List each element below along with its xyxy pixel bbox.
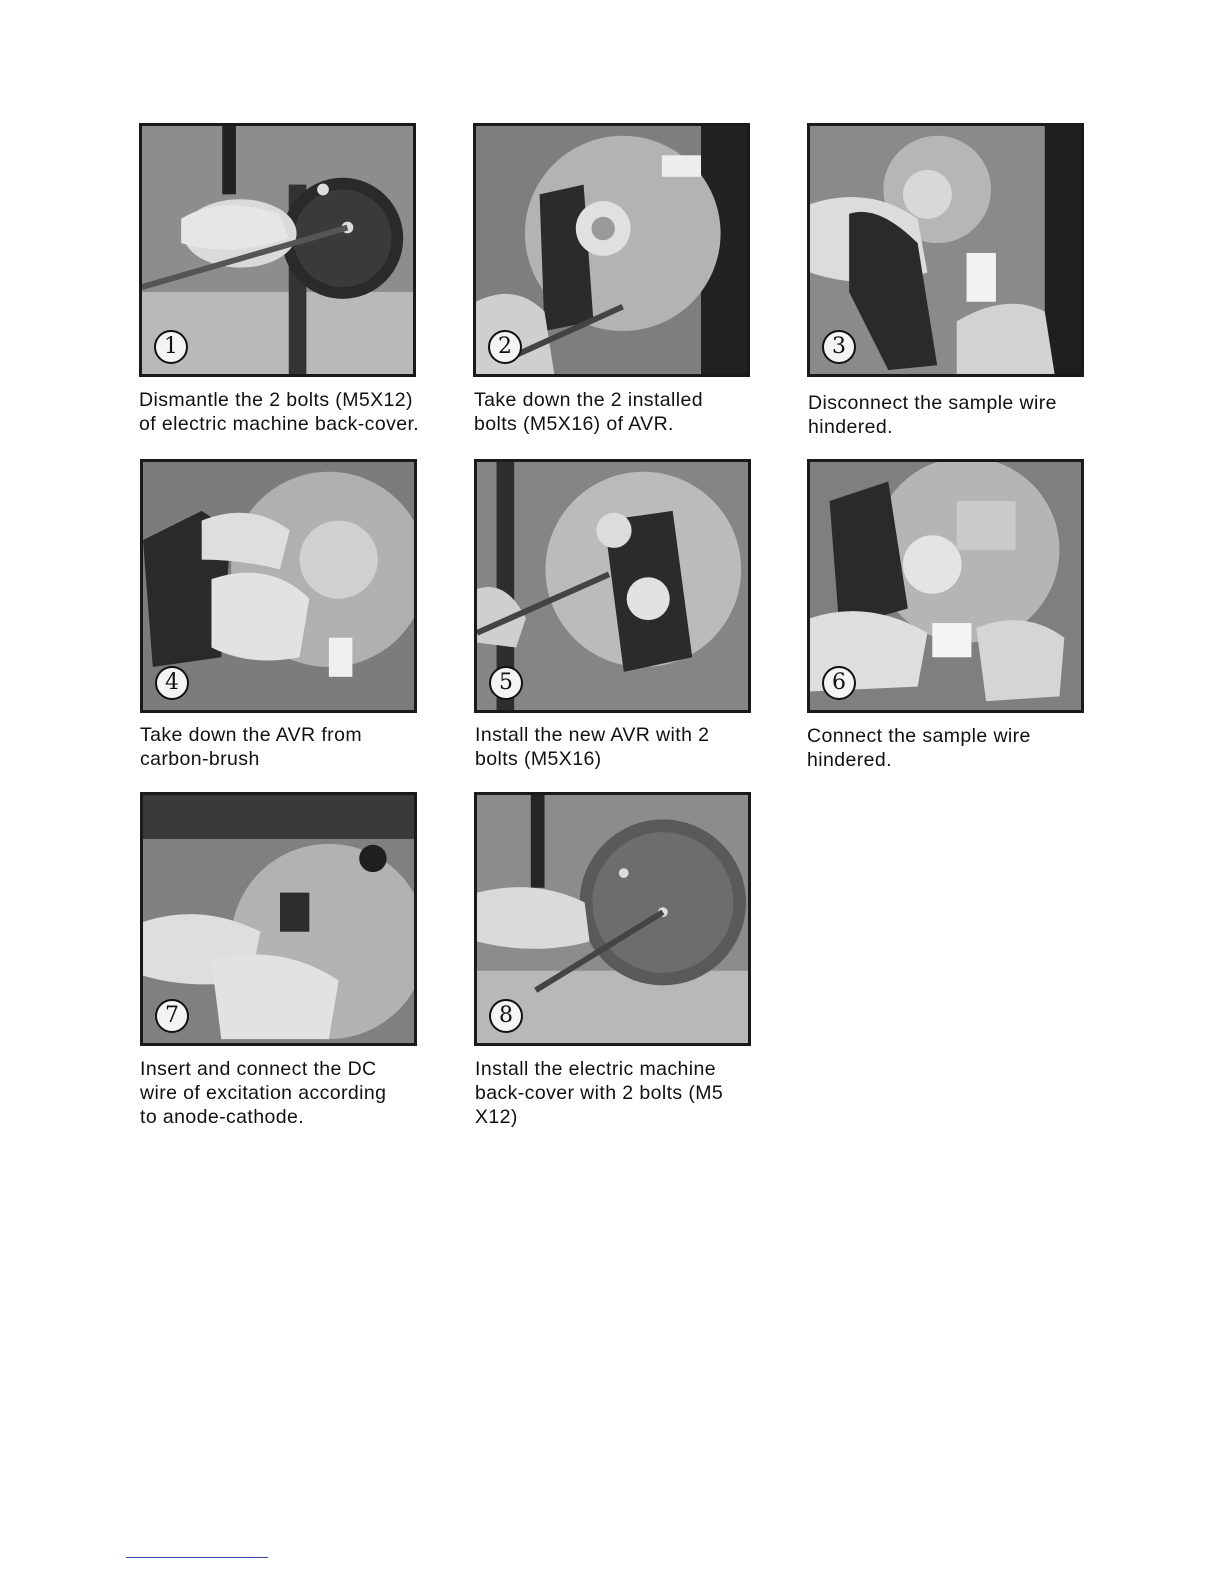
step-3-photo	[807, 123, 1084, 377]
footer-rule	[126, 1557, 268, 1558]
step-5-caption: Install the new AVR with 2 bolts (M5X16)	[475, 724, 710, 770]
step-7-caption: Insert and connect the DC wire of excitation according to anode-cathode.	[140, 1058, 387, 1128]
step-8-caption: Install the electric machine back-cover with 2 bolts (M5 X12)	[475, 1058, 724, 1128]
step-2-number: 2	[488, 330, 522, 364]
step-8-number: 8	[489, 999, 523, 1033]
step-5-photo	[474, 459, 751, 713]
step-5-number: 5	[489, 666, 523, 700]
step-6-photo	[807, 459, 1084, 713]
step-4-number: 4	[155, 666, 189, 700]
step-4-caption: Take down the AVR from carbon-brush	[140, 724, 362, 770]
step-3-number: 3	[822, 330, 856, 364]
step-3-caption: Disconnect the sample wire hindered.	[808, 392, 1057, 438]
step-6-number: 6	[822, 666, 856, 700]
step-7-number: 7	[155, 999, 189, 1033]
step-7-photo	[140, 792, 417, 1046]
step-1-caption: Dismantle the 2 bolts (M5X12) of electric machine back-cover.	[139, 389, 420, 435]
step-6-caption: Connect the sample wire hindered.	[807, 725, 1031, 771]
step-4-photo	[140, 459, 417, 713]
step-1-number: 1	[154, 330, 188, 364]
step-2-caption: Take down the 2 installed bolts (M5X16) of AVR.	[474, 389, 703, 435]
step-8-photo	[474, 792, 751, 1046]
step-1-photo	[139, 123, 416, 377]
step-2-photo	[473, 123, 750, 377]
